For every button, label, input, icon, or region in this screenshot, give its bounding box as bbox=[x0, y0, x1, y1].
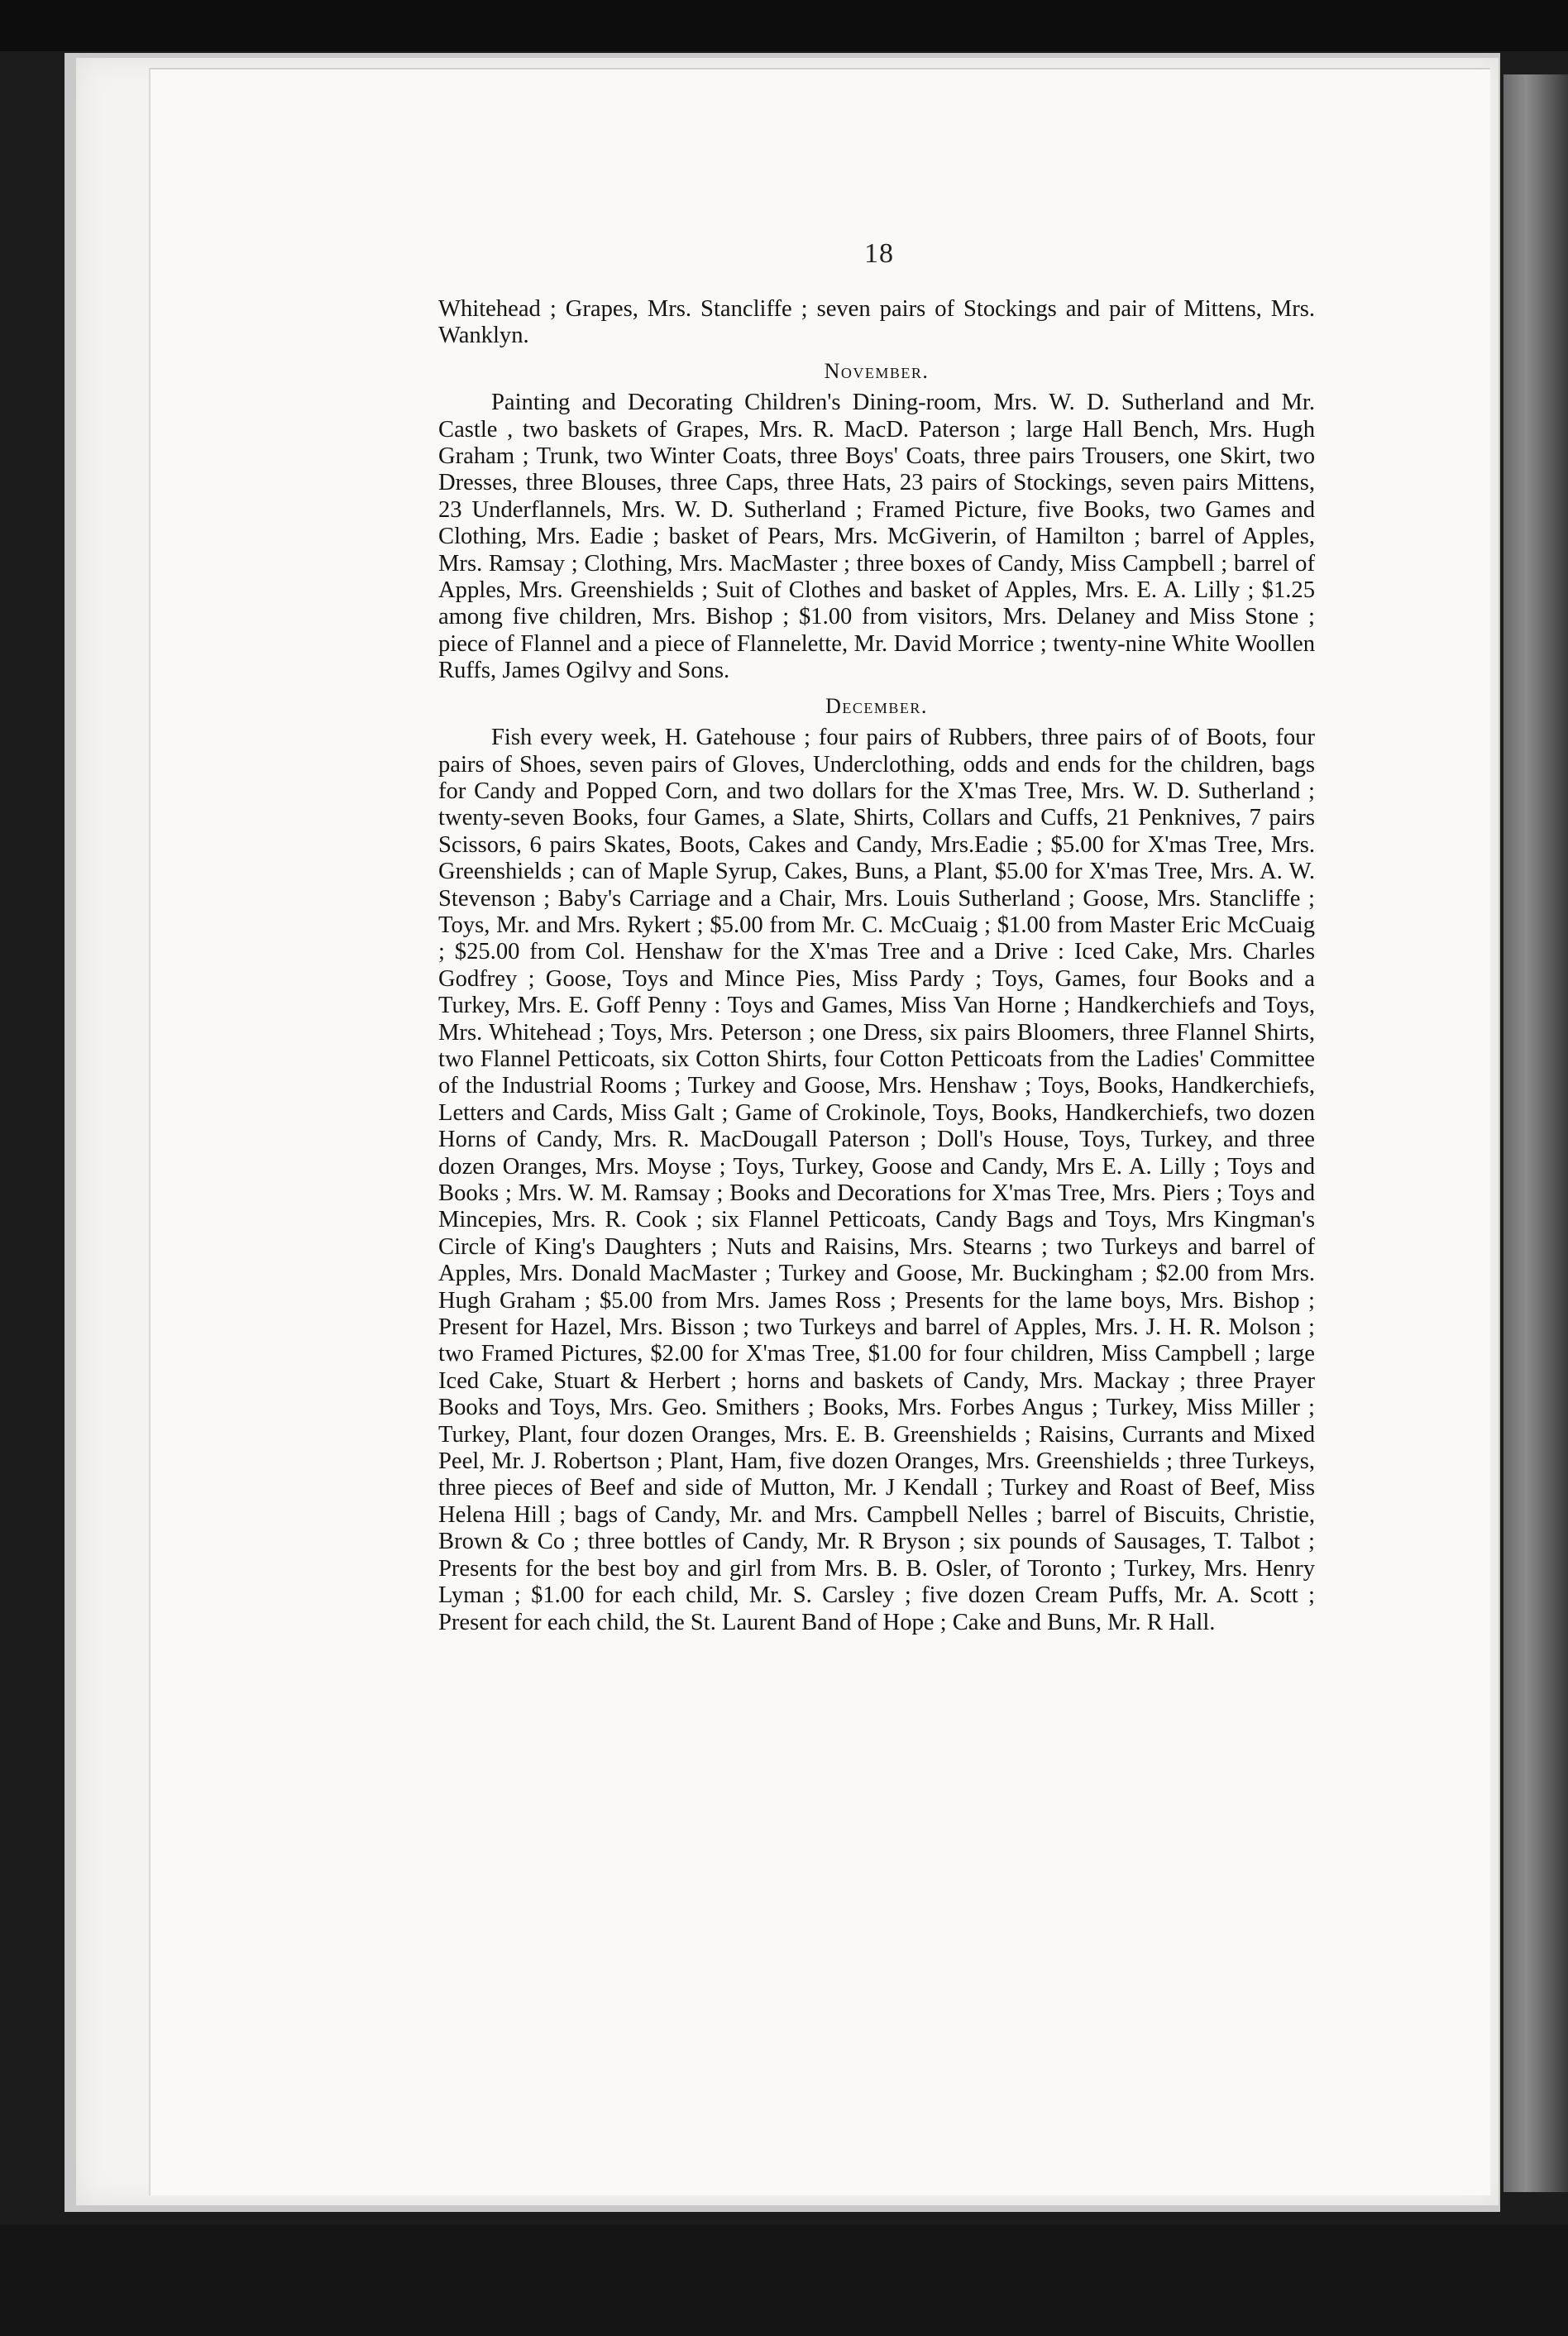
document-body bbox=[438, 232, 1315, 1636]
section-text-november: Painting and Decorating Children's Dining-room, Mrs. W. D. Sutherland and Mr. Castle , two baskets of Grapes, Mrs. R. MacD. Paterson ; large Hall Bench, Mrs. Hugh Graham ; Trunk, two Winter Coats, three Boys' Coats, three pairs Trousers, one Skirt, two Dresses, three Blouses, three Caps, three Hats, 23 pairs of Stockings, seven pairs Mittens, 23 Underflannels, Mrs. W. D. Sutherland ; Framed Picture, five Books, two Games and Clothing, Mrs. Eadie ; basket of Pears, Mrs. McGiverin, of Hamilton ; barrel of Apples, Mrs. Ramsay ; Clothing, Mrs. MacMaster ; three boxes of Candy, Miss Campbell ; barrel of Apples, Mrs. Greenshields ; Suit of Clothes and basket of Apples, Mrs. E. A. Lilly ; $1.25 among five children, Mrs. Bishop ; $1.00 from visitors, Mrs. Delaney and Miss Stone ; piece of Flannel and a piece of Flannelette, Mr. David Morrice ; twenty-nine White Woollen Ruffs, James Ogilvy and Sons. bbox=[438, 390, 1315, 684]
film-border-top bbox=[0, 0, 1568, 51]
intro-paragraph: Whitehead ; Grapes, Mrs. Stancliffe ; seven pairs of Stockings and pair of Mittens, Mrs. Wanklyn. bbox=[438, 296, 1315, 349]
section-heading-november: November. bbox=[824, 358, 930, 383]
section-text-december: Fish every week, H. Gatehouse ; four pairs of Rubbers, three pairs of of Boots, four pairs of Shoes, seven pairs of Gloves, Underclothing, odds and ends for the children, bags for Candy and Popped Corn, and two dollars for the X'mas Tree, Mrs. W. D. Sutherland ; twenty-seven Books, four Games, a Slate, Shirts, Collars and Cuffs, 21 Penknives, 7 pairs Scissors, 6 pairs Skates, Boots, Cakes and Candy, Mrs.Eadie ; $5.00 for X'mas Tree, Mrs. Greenshields ; can of Maple Syrup, Cakes, Buns, a Plant, $5.00 for X'mas Tree, Mrs. A. W. Stevenson ; Baby's Carriage and a Chair, Mrs. Louis Sutherland ; Goose, Mrs. Stancliffe ; Toys, Mr. and Mrs. Rykert ; $5.00 from Mr. C. McCuaig ; $1.00 from Master Eric McCuaig ; $25.00 from Col. Henshaw for the X'mas Tree and a Drive : Iced Cake, Mrs. Charles Godfrey ; Goose, Toys and Mince Pies, Miss Pardy ; Toys, Games, four Books and a Turkey, Mrs. E. Goff Penny : Toys and Games, Miss Van Horne ; Handkerchiefs and Toys, Mrs. Whitehead ; Toys, Mrs. Peterson ; one Dress, six pairs Bloomers, three Flannel Shirts, two Flannel Petticoats, six Cotton Shirts, four Cotton Petticoats from the Ladies' Committee of the Industrial Rooms ; Turkey and Goose, Mrs. Henshaw ; Toys, Books, Handkerchiefs, Letters and Cards, Miss Galt ; Game of Crokinole, Toys, Books, Handkerchiefs, two dozen Horns of Candy, Mrs. R. MacDougall Paterson ; Doll's House, Toys, Turkey, and three dozen Oranges, Mrs. Moyse ; Toys, Turkey, Goose and Candy, Mrs E. A. Lilly ; Toys and Books ; Mrs. W. M. Ramsay ; Books and Decorations for X'mas Tree, Mrs. Piers ; Toys and Mincepies, Mrs. R. Cook ; six Flannel Petticoats, Candy Bags and Toys, Mrs Kingman's Circle of King's Daughters ; Nuts and Raisins, Mrs. Stearns ; two Turkeys and barrel of Apples, Mrs. Donald MacMaster ; Turkey and Goose, Mr. Buckingham ; $2.00 from Mrs. Hugh Graham ; $5.00 from Mrs. James Ross ; Presents for the lame boys, Mrs. Bishop ; Present for Hazel, Mrs. Bisson ; two Turkeys and barrel of Apples, Mrs. J. H. R. Molson ; two Framed Pictures, $2.00 for X'mas Tree, $1.00 for four children, Miss Campbell ; large Iced Cake, Stuart & Herbert ; horns and baskets of Candy, Mrs. Mackay ; three Prayer Books and Toys, Mrs. Geo. Smithers ; Books, Mrs. Forbes Angus ; Turkey, Miss Miller ; Turkey, Plant, four dozen Oranges, Mrs. E. B. Greenshields ; Raisins, Currants and Mixed Peel, Mr. J. Robertson ; Plant, Ham, five dozen Oranges, Mrs. Greenshields ; three Turkeys, three pieces of Beef and side of Mutton, Mr. J Kendall ; Turkey and Roast of Beef, Miss Helena Hill ; bags of Candy, Mr. and Mrs. Campbell Nelles ; barrel of Biscuits, Christie, Brown & Co ; three bottles of Candy, Mr. R Bryson ; six pounds of Sausages, T. Talbot ; Presents for the best boy and girl from Mrs. B. B. Osler, of Toronto ; Turkey, Mrs. Henry Lyman ; $1.00 for each child, Mr. S. Carsley ; five dozen Cream Puffs, Mr. A. Scott ; Present for each child, the St. Laurent Band of Hope ; Cake and Buns, Mr. R Hall. bbox=[438, 725, 1315, 1635]
section-heading-december: December. bbox=[825, 693, 928, 718]
film-border-bottom bbox=[0, 2225, 1568, 2336]
adjacent-page-edge bbox=[1503, 74, 1568, 2192]
page-number: 18 bbox=[864, 238, 894, 269]
